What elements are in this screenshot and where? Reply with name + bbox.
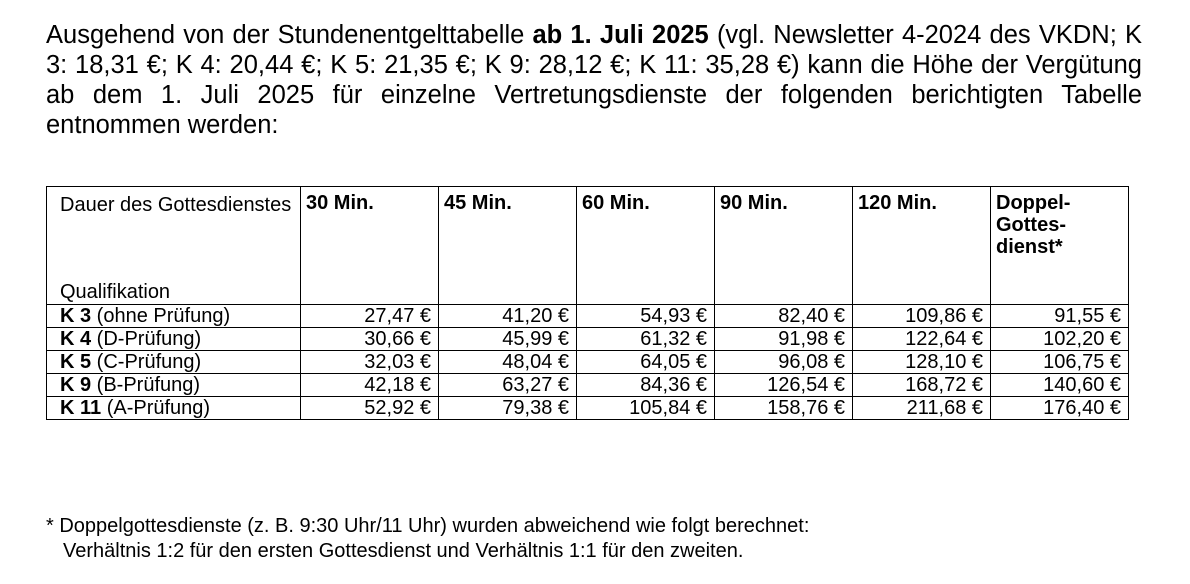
remuneration-table [46,186,1129,420]
table-cell-amount: 102,20 € [991,328,1129,351]
table-row [47,328,1129,351]
table-cell-amount: 42,18 € [301,374,439,397]
qualification-description: (ohne Prüfung) [91,305,231,327]
header-duration-qualification [47,187,301,305]
table-row [47,397,1129,420]
row-qualification [47,328,301,351]
column-header: 120 Min. [853,187,991,305]
column-header: 60 Min. [577,187,715,305]
row-qualification [47,397,301,420]
table-header-row [47,187,1129,305]
table-cell-amount: 106,75 € [991,351,1129,374]
qualification-code: K 11 [60,397,102,419]
table-cell-amount: 91,98 € [715,328,853,351]
qualification-description: (A-Prüfung) [101,397,211,419]
footnote-line-2: Verhältnis 1:2 für den ersten Gottesdienst und Verhältnis 1:1 für den zweiten. [63,540,744,562]
intro-text-start: Ausgehend von der Stundenentgelttabelle [46,21,533,49]
table-cell-amount: 63,27 € [439,374,577,397]
table-cell-amount: 96,08 € [715,351,853,374]
qualification-code: K 5 [60,351,92,373]
table-cell-amount: 105,84 € [577,397,715,420]
table-cell-amount: 84,36 € [577,374,715,397]
table-cell-amount: 54,93 € [577,305,715,328]
table-cell-amount: 45,99 € [439,328,577,351]
footnote-line-1: * Doppelgottesdienste (z. B. 9:30 Uhr/11 Uhr) wurden abweichend wie folgt berechnet: [46,515,810,537]
qualification-description: (C-Prüfung) [91,351,202,373]
table-row [47,374,1129,397]
row-qualification [47,374,301,397]
table-cell-amount: 61,32 € [577,328,715,351]
row-qualification [47,305,301,328]
table-cell-amount: 32,03 € [301,351,439,374]
column-header: 45 Min. [439,187,577,305]
qualification-code: K 3 [60,305,92,327]
table-cell-amount: 176,40 € [991,397,1129,420]
table-cell-amount: 122,64 € [853,328,991,351]
table-cell-amount: 128,10 € [853,351,991,374]
footnote [46,514,809,564]
table-cell-amount: 140,60 € [991,374,1129,397]
qualification-description: (B-Prüfung) [91,374,201,396]
table-cell-amount: 52,92 € [301,397,439,420]
table-row [47,351,1129,374]
table-cell-amount: 30,66 € [301,328,439,351]
table-cell-amount: 79,38 € [439,397,577,420]
qualification-code: K 9 [60,374,92,396]
table-cell-amount: 64,05 € [577,351,715,374]
column-header: 90 Min. [715,187,853,305]
table-cell-amount: 158,76 € [715,397,853,420]
table-row [47,305,1129,328]
intro-text-end: (vgl. Newsletter 4-2024 des VKDN; K 3: 18,31 €; K 4: 20,44 €; K 5: 21,35 €; K 9: 28,12 €; K 11: 35,28 €) kann die Höhe der Vergütung ab dem 1. Juli 2025 für einzelne Vertretungsdienste der folgenden berichtigten Tabelle entnommen werden: [46,21,1142,139]
table-cell-amount: 48,04 € [439,351,577,374]
table-cell-amount: 109,86 € [853,305,991,328]
table-cell-amount: 91,55 € [991,305,1129,328]
table-cell-amount: 41,20 € [439,305,577,328]
table-cell-amount: 27,47 € [301,305,439,328]
table-cell-amount: 168,72 € [853,374,991,397]
intro-date-bold: ab 1. Juli 2025 [532,21,709,49]
qualification-code: K 4 [60,328,92,350]
table-cell-amount: 82,40 € [715,305,853,328]
row-qualification [47,351,301,374]
qualification-description: (D-Prüfung) [91,328,202,350]
intro-paragraph [46,20,1142,140]
column-header-double-service: Doppel- Gottes- dienst* [991,187,1129,305]
table-cell-amount: 211,68 € [853,397,991,420]
header-qualification-label: Qualifikation [60,281,171,303]
header-duration-label: Dauer des Gottesdienstes [60,194,292,216]
column-header: 30 Min. [301,187,439,305]
table-cell-amount: 126,54 € [715,374,853,397]
